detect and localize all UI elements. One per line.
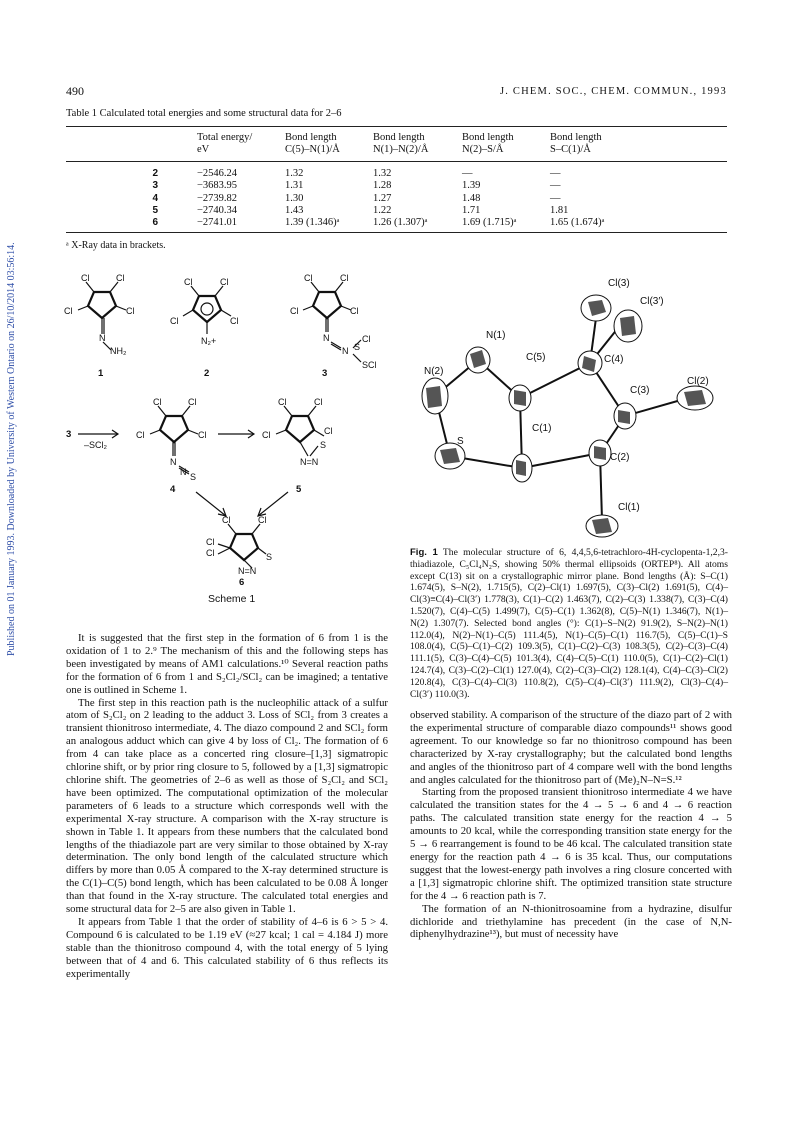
compound-6-structure — [218, 524, 266, 568]
right-column — [410, 709, 732, 941]
table-caption: Table 1 Calculated total energies and some structural data for 2–6 — [66, 108, 342, 119]
atom-label: Cl — [81, 273, 90, 283]
compound-number: 5 — [296, 484, 302, 495]
atom-label: N(1) — [486, 330, 506, 341]
header-line: N(1)–N(2)/Å — [373, 144, 429, 155]
table-cell-energy: −3683.95 — [197, 180, 238, 192]
atom-label: Cl(1) — [618, 502, 640, 513]
table-cell-energy: −2741.01 — [197, 217, 238, 229]
compound-number: 2 — [204, 368, 210, 379]
table-cell-energy: −2739.82 — [197, 192, 238, 204]
table-header-n1n2 — [373, 132, 428, 156]
atom-label: C(2) — [610, 452, 630, 463]
atom-label: N₂+ — [201, 336, 217, 346]
atom-label: C(5) — [526, 352, 546, 363]
table-cell-n1n2: 1.28 — [373, 180, 392, 192]
table-cell-n2s: — — [462, 168, 473, 179]
paragraph: The formation of an N-thionitrosoamine from a hydrazine, disulfur dichloride and triethylamine has precedent (in the case of N,N-diphenylhydrazine¹³), but must of necessity have — [410, 902, 732, 941]
table-cell-energy: −2546.24 — [197, 168, 238, 179]
table-cell-n1n2: 1.22 — [373, 204, 392, 216]
paragraph: It is suggested that the first step in the formation of 6 from 1 is the oxidation of 1 to 2.⁹ The mechanism of this and the following steps has been investigated by means of AM1 calculations.¹⁰ Several reaction paths for the formation of 6 from 1 and S₂Cl₂/SCl₂ can be imagined; a tentative one is outlined in Scheme 1. — [66, 632, 388, 696]
table-bottom-rule — [66, 232, 727, 233]
table-cell-compound: 6 — [152, 217, 158, 229]
header-line: S–C(1)/Å — [550, 144, 591, 155]
table-cell-compound: 4 — [152, 192, 158, 204]
table-cell-c5n1: 1.43 — [285, 204, 304, 216]
compound-number: 3 — [66, 429, 72, 440]
atom-label: Cl — [230, 316, 239, 326]
atom-label: S — [320, 440, 327, 450]
atom-label: NH₂ — [110, 346, 127, 356]
atom-label: C(3) — [630, 385, 650, 396]
paragraph: Starting from the proposed transient thionitroso intermediate 4 we have calculated the transition states for the 4 → 5 → 6 and 4 → 6 reaction paths. The calculated transition state energy for the reaction 4 → 5 amounts to 20 kcal, while the corresponding transition state energy for the 5 → 6 rearrangement is found to be 46 kcal. The calculated transition state energy for the reaction path 4 → 6 is 35 kcal. Thus, our computations suggest that the lowest-energy path involves a ring closure concerted with a [1,3] sigmatropic chlorine shift. The optimized transition state structure for the 4 → 6 reaction path is 7. — [410, 786, 732, 902]
compound-number: 4 — [170, 484, 176, 495]
header-line: Bond length — [550, 132, 602, 143]
paragraph: The first step in this reaction path is the nucleophilic attack of a sulfur atom of S₂Cl₂ on 2 leading to the adduct 3. Loss of SCl₂ from 3 creates a transient thionitroso intermediate, 4. The diazo compound 2 and SCl₂ form an analogous adduct which can give 4 by loss of Cl₂. The formation of 6 from 4 can take place as a concerted ring closure–[1,3] sigmatropic chlorine shift, or by prior ring closure to 5, followed by a [1,3] sigmatropic chlorine shift. The geometries of 2–6 as well as those of S₂Cl₂ and SCl₂ have been optimized. The computational optimization of the molecular parameters of 6 leads to a structure which corresponds well with the experimental X-ray structure. A comparison with the X-ray structure is shown in Table 1. It appears from these numbers that the calculated bond lengths of the thiadiazole part are very similar to those obtained by X-ray determination. The only bond length of the calculated structure which differs by more than 0.05 Å compared to the X-ray determined structure is the C(1)–C(5) bond length, which has been calculated to be 0.08 Å longer than that found in the X-ray structure. The calculated total energies and some structural data for 2–5 are also given in Table 1. — [66, 696, 388, 916]
compound-number: 1 — [98, 368, 104, 379]
journal-header: J. CHEM. SOC., CHEM. COMMUN., 1993 — [500, 86, 727, 97]
atom-label: Cl — [324, 426, 333, 436]
compound-numbers — [66, 368, 327, 588]
table-cell-c5n1: 1.39 (1.346)ᵃ — [285, 217, 340, 229]
table-cell-c5n1: 1.32 — [285, 168, 304, 179]
atom-label: Cl — [262, 430, 271, 440]
page-number: 490 — [66, 84, 84, 98]
table-footnote: ᵃ X-Ray data in brackets. — [66, 240, 166, 251]
ortep-structure-drawing — [410, 268, 728, 543]
atom-label: Cl — [170, 316, 179, 326]
download-watermark-text: Published on 01 January 1993. Downloaded by University of Western Ontario on 26/10/2014 03:56:14. — [6, 242, 17, 656]
table-header-n2s — [462, 132, 514, 156]
atom-label: C(4) — [604, 354, 624, 365]
table-cell-n1n2: 1.26 (1.307)ᵃ — [373, 217, 428, 229]
table-cell-c5n1: 1.31 — [285, 180, 304, 192]
atom-label: N — [342, 346, 349, 356]
atom-label: S — [354, 342, 361, 352]
atom-label: Cl — [198, 430, 207, 440]
table-header-sc1 — [550, 132, 602, 156]
header-line: Bond length — [373, 132, 425, 143]
atom-label: Cl — [304, 273, 313, 283]
left-column — [66, 632, 388, 980]
atom-label: Cl — [116, 273, 125, 283]
table-cell-energy: −2740.34 — [197, 204, 238, 216]
table-cell-sc1: — — [550, 180, 561, 192]
atom-label: C(1) — [532, 423, 552, 434]
table-cell-sc1: — — [550, 168, 561, 179]
scheme-title: Scheme 1 — [208, 593, 256, 605]
atom-label: N — [99, 333, 106, 343]
atom-label: Cl — [136, 430, 145, 440]
atom-label: S — [190, 472, 197, 482]
table-cell-n2s: 1.48 — [462, 192, 481, 204]
table-header-energy — [197, 132, 252, 156]
paragraph: It appears from Table 1 that the order of stability of 4–6 is 6 > 5 > 4. Compound 6 is calculated to be 1.19 eV (≈27 kcal; 1 cal = 4.184 J) more stable than the thionitroso compound 4, with the total energy of 5 lying between that of 4 and 6. This calculated stability of 6 thus reflects its experimentally — [66, 915, 388, 980]
figure-caption-text: The molecular structure of 6, 4,4,5,6-tetrachloro-4H-cyclopenta-1,2,3-thiadiazole, C₅Cl₄N₂S, showing 50% thermal ellipsoids (ORTEP⁸). All atoms except C(13) sit on a crystallographic mirror plane. Bond lengths (Å): S–C(1) 1.674(5), S–N(2), 1.715(5), C(2)–Cl(1) 1.697(5), C(3)–Cl(2) 1.691(5), C(4)–Cl(3)≡C(4)–Cl(3′) 1.778(3), C(1)–C(2) 1.463(7), C(2)–C(3) 1.338(7), C(3)–C(4) 1.520(7), C(4)–C(5) 1.499(7), C(5)–C(1) 1.362(8), C(5)–N(1) 1.346(7), N(1)–N(2) 1.307(7). Selected bond angles (°): C(1)–S–N(2) 91.9(2), S–N(2)–N(1) 112.0(4), N(2)–N(1)–C(5) 111.4(5), N(1)–C(5)–C(1) 116.7(5), C(5)–C(1)–S 108.0(4), C(5)–C(1)–C(2) 109.3(5), C(1)–C(2)–C(3) 108.3(5), C(2)–C(3)–C(4) 111.1(5), C(3)–C(4)–C(5) 101.3(4), C(4)–C(5)–C(1) 110.0(5), C(1)–C(2)–Cl(1) 124.7(4), C(3)–C(2)–Cl(1) 127.0(4), C(2)–C(3)–Cl(2) 128.1(4), C(4)–C(3)–Cl(2) 120.8(4), C(3)–C(4)–Cl(3) 110.8(2), C(5)–C(4)–Cl(3′) 111.9(2), Cl(3)–C(4)–Cl(3′) 110.0(3). — [410, 547, 728, 700]
table-cell-compound: 3 — [152, 180, 158, 192]
paragraph: observed stability. A comparison of the structure of the diazo part of 2 with the experimental structure of comparable diazo compounds¹¹ shows good agreement. To our knowledge so far no thionitroso compound has been characterized by X-ray crystallography; but the calculated bond lengths and angles of the thionitroso part of 4 compare well with the bond lengths and angles calculated for the thionitroso part of (Me)₂N–N=S.¹² — [410, 709, 732, 786]
figure-caption — [410, 547, 728, 700]
atom-label: Cl — [222, 515, 231, 525]
table-header-c5n1 — [285, 132, 340, 156]
table-cell-compound: 2 — [152, 168, 158, 179]
atom-label: Cl — [206, 537, 215, 547]
table-cell-sc1: 1.81 — [550, 204, 569, 216]
header-line: eV — [197, 144, 210, 155]
atom-label: Cl — [188, 397, 197, 407]
table-cell-n2s: 1.69 (1.715)ᵃ — [462, 217, 517, 229]
scheme-atom-labels — [64, 273, 377, 576]
table-cell-n1n2: 1.27 — [373, 192, 392, 204]
atom-labels — [424, 278, 709, 513]
atom-label: S — [457, 436, 464, 447]
table-cell-sc1: 1.65 (1.674)ᵃ — [550, 217, 605, 229]
atom-label: N — [170, 457, 177, 467]
header-line: N(2)–S/Å — [462, 144, 504, 155]
atom-label: Cl — [206, 548, 215, 558]
atom-label: Cl — [350, 306, 359, 316]
header-line: Bond length — [285, 132, 337, 143]
atom-label: Cl — [290, 306, 299, 316]
atom-label: N=N — [300, 457, 319, 467]
atom-label: S — [266, 552, 273, 562]
header-line: Bond length — [462, 132, 514, 143]
atom-label: Cl(3′) — [640, 296, 664, 307]
compound-number: 6 — [239, 577, 245, 588]
reagent-label: –SCl₂ — [84, 440, 108, 450]
atom-label: Cl — [220, 277, 229, 287]
atom-label: N=N — [238, 566, 257, 576]
atom-label: Cl — [184, 277, 193, 287]
atom-label: SCl — [362, 360, 377, 370]
table-cell-n1n2: 1.32 — [373, 168, 392, 179]
atom-label: Cl(2) — [687, 376, 709, 387]
atom-label: Cl — [64, 306, 73, 316]
atom-label: Cl — [340, 273, 349, 283]
header-line: Total energy/ — [197, 132, 253, 143]
atom-label: Cl — [314, 397, 323, 407]
atom-label: Cl — [258, 515, 267, 525]
compound-2-structure — [183, 286, 231, 334]
reaction-arrow — [258, 492, 288, 516]
atom-label: Cl — [126, 306, 135, 316]
table-cell-compound: 5 — [152, 204, 158, 216]
atom-label: Cl — [278, 397, 287, 407]
scheme-1-drawing — [56, 262, 396, 612]
compound-3-structure — [303, 282, 361, 362]
compound-5-structure — [276, 406, 327, 456]
header-line: C(5)–N(1)/Å — [285, 144, 340, 155]
atom-label: Cl — [362, 334, 371, 344]
table-header-rule — [66, 161, 727, 162]
figure-label: Fig. 1 — [410, 547, 438, 558]
table-cell-n2s: 1.71 — [462, 204, 481, 216]
atom-label: Cl(3) — [608, 278, 630, 289]
table-cell-sc1: — — [550, 192, 561, 204]
table-cell-c5n1: 1.30 — [285, 192, 304, 204]
table-cell-n2s: 1.39 — [462, 180, 481, 192]
atom-label: N(2) — [424, 366, 444, 377]
table-top-rule — [66, 126, 727, 127]
download-watermark — [4, 236, 16, 656]
atom-label: Cl — [153, 397, 162, 407]
atom-label: N — [323, 333, 330, 343]
compound-number: 3 — [322, 368, 328, 379]
atom-label: N — [180, 467, 187, 477]
reaction-arrow — [196, 492, 226, 516]
